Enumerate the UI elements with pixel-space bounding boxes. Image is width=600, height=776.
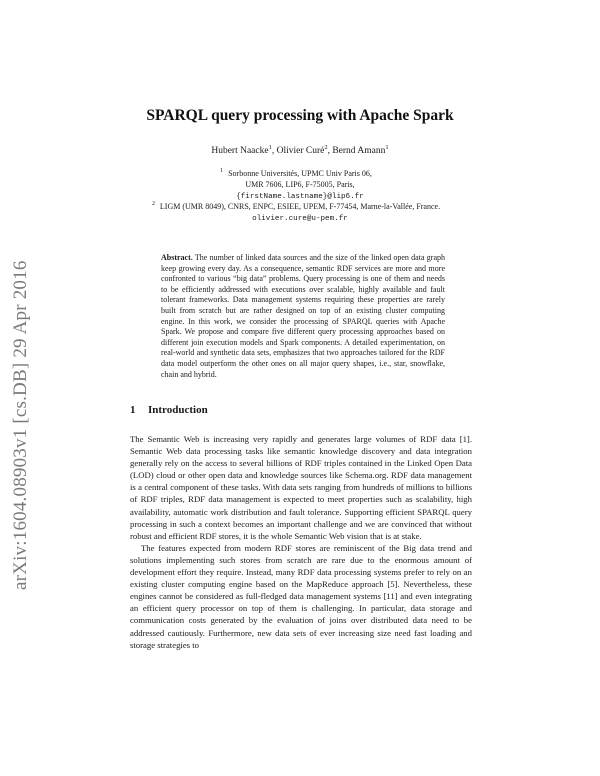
author-separator: ,	[327, 146, 333, 156]
affiliation-email-row	[0, 191, 600, 203]
affiliation-mark: 1	[268, 143, 272, 151]
author-name: Hubert Naacke	[211, 146, 269, 156]
abstract-label: Abstract.	[161, 253, 193, 262]
affiliation-number: 1	[220, 168, 223, 174]
affiliation-mark: 2	[324, 143, 328, 151]
section-number: 1	[130, 404, 136, 416]
affiliation-line: Sorbonne Universités, UPMC Univ Paris 06,	[228, 169, 372, 178]
author-name: Olivier Curé	[276, 146, 325, 156]
affiliation-line: UMR 7606, LIP6, F-75005, Paris,	[245, 180, 355, 189]
affiliation-email: {firstName.lastname}@lip6.fr	[236, 193, 364, 201]
affiliation-email-row	[0, 213, 600, 225]
affiliation-email: olivier.cure@u-pem.fr	[252, 215, 348, 223]
abstract-text: The number of linked data sources and the size of the linked open data graph keep growing every day. As a consequence, semantic RDF services are more and more confronted to various “big data” problems. Query processing is one of them and needs to be efficiently addressed with executions over scalable, highly available and fault tolerant frameworks. Data management systems requiring these properties are rarely built from scratch but are rather designed on top of an existing cluster computing engine. In this work, we consider the processing of SPARQL queries with Apache Spark. We propose and compare five different query processing approaches based on different join execution models and Spark components. A detailed experimentation, on real-world and synthetic data sets, emphasizes that two approaches tailored for the RDF data model outperform the other ones on all major query shapes, i.e., star, snowflake, chain and hybrid.	[161, 253, 445, 379]
author-separator: ,	[271, 146, 277, 156]
section-title: Introduction	[148, 404, 208, 416]
affiliation-line: LIGM (UMR 8049), CNRS, ENPC, ESIEE, UPEM, F-77454, Marne-la-Vallée, France.	[159, 202, 441, 211]
abstract	[161, 253, 445, 380]
author-list	[0, 143, 600, 156]
body-paragraph: The Semantic Web is increasing very rapidly and generates large volumes of RDF data [1]. Semantic Web data processing tasks like semantic knowledge discovery and data integration generally rely on the access to several billions of RDF triples contained in the Linked Open Data (LOD) cloud or other open data and knowledge sources like Schema.org. RDF data management is a central component of these tasks. With data sets ranging from hundreds of millions to billions of RDF triples, RDF data management is expected to meet properties such as scalability, high availability, automatic work distribution and fault tolerance. Supporting efficient SPARQL query processing in such a context becomes an important challenge and we are convinced that without robust and efficient RDF stores, it is the whole Semantic Web vision that is at stake.	[130, 434, 472, 541]
paper-title: SPARQL query processing with Apache Spark	[146, 107, 454, 124]
body-paragraph: The features expected from modern RDF stores are reminiscent of the Big data trend and solutions implementing such stores from scratch are rare due to the enormous amount of development effort they require. Instead, many RDF data processing systems prefer to rely on an existing cluster computing engine based on the MapReduce approach [5]. Nevertheless, these engines cannot be considered as full-fledged data management systems [11] and even integrating an efficient query processor on top of them is challenging. In particular, data storage and communication costs generated by the evaluation of joins over distributed data need to be addressed cautiously. Furthermore, new data sets of ever increasing size need fast loading and storage strategies to	[130, 542, 472, 650]
affiliation-number: 2	[152, 201, 155, 207]
section-heading	[130, 404, 208, 416]
affiliation-mark: 1	[385, 143, 389, 151]
arxiv-identifier-stamp: arXiv:1604.08903v1 [cs.DB] 29 Apr 2016	[10, 260, 31, 590]
author-name: Bernd Amann	[332, 146, 386, 156]
introduction-body	[130, 433, 472, 651]
